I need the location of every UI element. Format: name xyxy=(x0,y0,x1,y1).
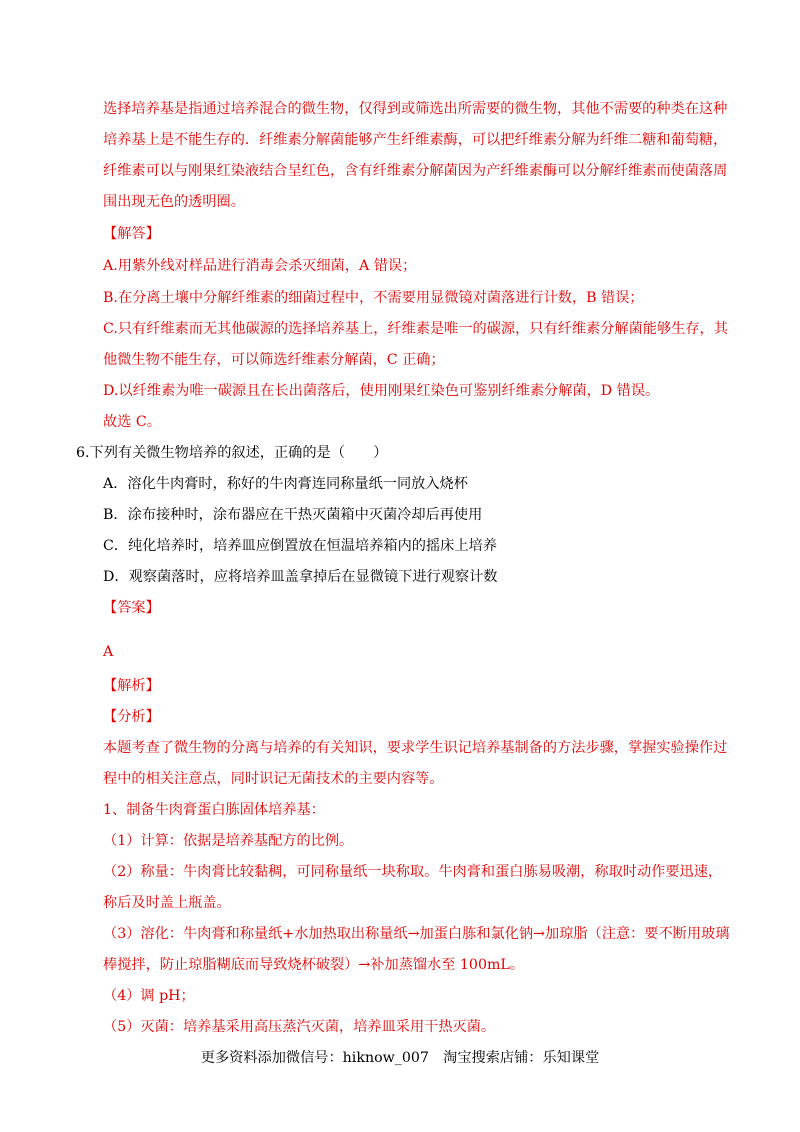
step-3-dissolve-line-1: （3）溶化：牛肉膏和称量纸+水加热取出称量纸→加蛋白胨和氯化钠→加琼脂（注意：要不断用玻璃 xyxy=(103,926,730,942)
solution-line-c-1: C.只有纤维素而无其他碳源的选择培养基上，纤维素是唯一的碳源，只有纤维素分解菌能够生存，其 xyxy=(103,321,728,337)
analysis-intro-line-2: 程中的相关注意点，同时识记无菌技术的主要内容等。 xyxy=(103,771,444,787)
question-6-option-d: D．观察菌落时，应将培养皿盖拿掉后在显微镜下进行观察计数 xyxy=(103,569,498,585)
step-2-weigh-line-2: 称后及时盖上瓶盖。 xyxy=(103,895,231,911)
analysis-text-line-4: 围出现无色的透明圈。 xyxy=(103,194,245,210)
question-6-option-c: C．纯化培养时，培养皿应倒置放在恒温培养箱内的摇床上培养 xyxy=(103,538,497,554)
step-3-dissolve-line-2: 棒搅拌，防止琼脂糊底而导致烧杯破裂）→补加蒸馏水至 100mL。 xyxy=(103,957,525,973)
analysis-intro-line-1: 本题考查了微生物的分离与培养的有关知识，要求学生识记培养基制备的方法步骤，掌握实验操作过 xyxy=(103,740,728,756)
solution-conclusion: 故选 C。 xyxy=(103,414,161,430)
analysis-text-line-2: 培养基上是不能生存的．纤维素分解菌能够产生纤维素酶，可以把纤维素分解为纤维二糖和葡萄糖， xyxy=(103,132,728,148)
page-footer: 更多资料添加微信号：hiknow_007 淘宝搜索店铺：乐知课堂 xyxy=(200,1050,600,1066)
solution-line-c-2: 他微生物不能生存，可以筛选纤维素分解菌，C 正确； xyxy=(103,352,445,368)
question-6-option-a: A．溶化牛肉膏时，称好的牛肉膏连同称量纸一同放入烧杯 xyxy=(103,476,468,492)
medium-prep-heading: 1、制备牛肉膏蛋白胨固体培养基： xyxy=(103,802,325,818)
solution-line-a: A.用紫外线对样品进行消毒会杀灭细菌，A 错误； xyxy=(103,258,417,274)
analysis-text-line-1: 选择培养基是指通过培养混合的微生物，仅得到或筛选出所需要的微生物，其他不需要的种类在这种 xyxy=(103,101,728,117)
step-2-weigh-line-1: （2）称量：牛肉膏比较黏稠，可同称量纸一块称取。牛肉膏和蛋白胨易吸潮，称取时动作要迅速， xyxy=(103,864,723,880)
solution-line-d: D.以纤维素为唯一碳源且在长出菌落后，使用刚果红染色可鉴别纤维素分解菌，D 错误。 xyxy=(103,383,660,399)
step-1-calculate: （1）计算：依据是培养基配方的比例。 xyxy=(103,833,354,849)
step-4-adjust-ph: （4）调 pH； xyxy=(103,988,195,1004)
section-heading-solution: 【解答】 xyxy=(103,226,160,242)
section-heading-answer: 【答案】 xyxy=(103,600,160,616)
analysis-text-line-3: 纤维素可以与刚果红染液结合呈红色，含有纤维素分解菌因为产纤维素酶可以分解纤维素而使菌落周 xyxy=(103,163,728,179)
section-heading-analysis: 【分析】 xyxy=(103,709,160,725)
question-6-stem: 6.下列有关微生物培养的叙述，正确的是（ ） xyxy=(76,445,388,461)
solution-line-b: B.在分离土壤中分解纤维素的细菌过程中，不需要用显微镜对菌落进行计数，B 错误； xyxy=(103,290,644,306)
step-5-sterilize: （5）灭菌：培养基采用高压蒸汽灭菌，培养皿采用干热灭菌。 xyxy=(103,1019,496,1035)
answer-value: A xyxy=(103,644,114,660)
section-heading-explanation: 【解析】 xyxy=(103,678,160,694)
question-6-option-b: B．涂布接种时，涂布器应在干热灭菌箱中灭菌冷却后再使用 xyxy=(103,507,483,523)
